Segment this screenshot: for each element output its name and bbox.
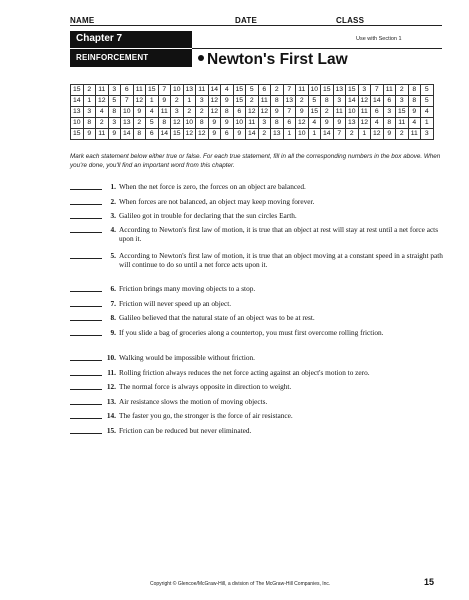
grid-cell[interactable]: 6 xyxy=(146,129,159,140)
grid-cell[interactable]: 6 xyxy=(371,107,384,118)
grid-cell[interactable]: 6 xyxy=(233,107,246,118)
grid-cell[interactable]: 9 xyxy=(383,129,396,140)
statement-text: According to Newton's first law of motion, it is true that an object at rest will stay at rest until a net force acts upon it. xyxy=(119,225,439,243)
grid-cell[interactable]: 9 xyxy=(296,107,309,118)
statement-number: 15. xyxy=(106,426,116,435)
grid-cell[interactable]: 12 xyxy=(196,129,209,140)
answer-blank[interactable] xyxy=(70,418,102,419)
grid-cell[interactable]: 2 xyxy=(321,107,334,118)
grid-cell[interactable]: 6 xyxy=(221,129,234,140)
grid-cell[interactable]: 9 xyxy=(83,129,96,140)
answer-blank[interactable] xyxy=(70,360,102,361)
grid-cell[interactable]: 2 xyxy=(346,129,359,140)
statement-number: 6. xyxy=(110,284,116,293)
grid-cell[interactable]: 5 xyxy=(146,118,159,129)
answer-blank[interactable] xyxy=(70,433,102,434)
statement-number: 4. xyxy=(110,225,116,234)
grid-cell[interactable]: 10 xyxy=(171,85,184,96)
grid-cell[interactable]: 4 xyxy=(146,107,159,118)
grid-cell[interactable]: 11 xyxy=(408,129,421,140)
grid-cell[interactable]: 15 xyxy=(71,129,84,140)
grid-cell[interactable]: 2 xyxy=(133,118,146,129)
chapter-label: Chapter 7 xyxy=(76,33,123,44)
statement-number: 10. xyxy=(106,353,116,362)
page-title-text: Newton's First Law xyxy=(207,51,348,68)
statement-number: 9. xyxy=(110,328,116,337)
grid-cell[interactable]: 12 xyxy=(96,96,109,107)
grid-cell[interactable]: 3 xyxy=(171,107,184,118)
grid-cell[interactable]: 12 xyxy=(258,107,271,118)
answer-blank[interactable] xyxy=(70,189,102,190)
statement-text: The normal force is always opposite in direction to weight. xyxy=(119,382,292,391)
answer-blank[interactable] xyxy=(70,335,102,336)
grid-cell[interactable]: 9 xyxy=(221,96,234,107)
grid-cell[interactable]: 9 xyxy=(108,129,121,140)
grid-cell[interactable]: 15 xyxy=(346,85,359,96)
grid-cell[interactable]: 8 xyxy=(83,118,96,129)
grid-cell[interactable]: 12 xyxy=(358,118,371,129)
grid-cell[interactable]: 13 xyxy=(183,85,196,96)
grid-cell[interactable]: 1 xyxy=(146,96,159,107)
grid-cell[interactable]: 5 xyxy=(308,96,321,107)
statement-text: Galileo got in trouble for declaring that the sun circles Earth. xyxy=(119,211,297,220)
grid-cell[interactable]: 7 xyxy=(371,85,384,96)
section-label: REINFORCEMENT xyxy=(76,53,149,62)
grid-cell[interactable]: 7 xyxy=(283,107,296,118)
grid-cell[interactable]: 14 xyxy=(321,129,334,140)
use-with-note: Use with Section 1 xyxy=(356,36,402,42)
grid-cell[interactable]: 1 xyxy=(183,96,196,107)
grid-cell[interactable]: 10 xyxy=(346,107,359,118)
grid-cell[interactable]: 2 xyxy=(246,96,259,107)
grid-cell[interactable]: 12 xyxy=(371,129,384,140)
grid-cell[interactable]: 7 xyxy=(283,85,296,96)
statement-number: 1. xyxy=(110,182,116,191)
grid-cell[interactable]: 1 xyxy=(83,96,96,107)
grid-cell[interactable]: 12 xyxy=(246,107,259,118)
grid-cell[interactable]: 5 xyxy=(108,96,121,107)
grid-cell[interactable]: 12 xyxy=(296,118,309,129)
grid-cell[interactable]: 1 xyxy=(283,129,296,140)
grid-cell[interactable]: 13 xyxy=(71,107,84,118)
grid-cell[interactable]: 9 xyxy=(221,118,234,129)
grid-cell[interactable]: 8 xyxy=(133,129,146,140)
grid-row xyxy=(71,96,434,107)
grid-cell[interactable]: 9 xyxy=(208,118,221,129)
grid-row xyxy=(71,129,434,140)
grid-cell[interactable]: 15 xyxy=(321,85,334,96)
answer-blank[interactable] xyxy=(70,218,102,219)
grid-cell[interactable]: 5 xyxy=(421,85,434,96)
grid-cell[interactable]: 2 xyxy=(396,129,409,140)
grid-cell[interactable]: 11 xyxy=(396,118,409,129)
grid-cell[interactable]: 14 xyxy=(208,85,221,96)
statement-number: 12. xyxy=(106,382,116,391)
number-grid xyxy=(70,84,434,140)
statement-number: 13. xyxy=(106,397,116,406)
grid-cell[interactable]: 3 xyxy=(383,107,396,118)
grid-cell[interactable]: 11 xyxy=(296,85,309,96)
grid-cell[interactable]: 6 xyxy=(258,85,271,96)
statement-text: Galileo believed that the natural state of an object was to be at rest. xyxy=(119,313,315,322)
grid-cell[interactable]: 15 xyxy=(146,85,159,96)
answer-blank[interactable] xyxy=(70,375,102,376)
grid-cell[interactable]: 4 xyxy=(421,107,434,118)
statement-text: Rolling friction always reduces the net force acting against an object's motion to zero. xyxy=(119,368,370,377)
grid-cell[interactable]: 11 xyxy=(383,85,396,96)
page-number: 15 xyxy=(424,577,435,587)
grid-cell[interactable]: 8 xyxy=(108,107,121,118)
grid-row xyxy=(71,118,434,129)
grid-cell[interactable]: 1 xyxy=(308,129,321,140)
grid-cell[interactable]: 13 xyxy=(271,129,284,140)
grid-cell[interactable]: 7 xyxy=(158,85,171,96)
grid-cell[interactable]: 3 xyxy=(396,96,409,107)
date-label: DATE xyxy=(235,16,257,25)
grid-cell[interactable]: 2 xyxy=(196,107,209,118)
grid-cell[interactable]: 6 xyxy=(283,118,296,129)
grid-cell[interactable]: 2 xyxy=(171,96,184,107)
grid-cell[interactable]: 11 xyxy=(158,107,171,118)
statement-number: 8. xyxy=(110,313,116,322)
grid-cell[interactable]: 10 xyxy=(121,107,134,118)
grid-cell[interactable]: 3 xyxy=(333,96,346,107)
grid-cell[interactable]: 8 xyxy=(408,96,421,107)
grid-cell[interactable]: 4 xyxy=(96,107,109,118)
grid-cell[interactable]: 14 xyxy=(346,96,359,107)
grid-cell[interactable]: 7 xyxy=(333,129,346,140)
grid-cell[interactable]: 11 xyxy=(196,85,209,96)
grid-cell[interactable]: 3 xyxy=(358,85,371,96)
class-label: CLASS xyxy=(336,16,365,25)
grid-cell[interactable]: 2 xyxy=(96,118,109,129)
statement-text: Walking would be impossible without friction. xyxy=(119,353,256,362)
grid-cell[interactable]: 14 xyxy=(371,96,384,107)
grid-cell[interactable]: 8 xyxy=(271,118,284,129)
grid-cell[interactable]: 9 xyxy=(333,118,346,129)
instructions: Mark each statement below either true or false. For each true statement, fill in all the corresponding numbers in the box above. When you're done, you'll find an important word from this chapter. xyxy=(70,153,441,169)
statement-text: If you slide a bag of groceries along a countertop, you must first overcome rolling friction. xyxy=(119,328,384,337)
grid-cell[interactable]: 10 xyxy=(308,85,321,96)
grid-cell[interactable]: 3 xyxy=(108,85,121,96)
title-rule xyxy=(192,48,442,49)
statement-text: According to Newton's first law of motion, it is true that an object moving at a constant speed in a straight path will continue to do so until a net force acts upon it. xyxy=(119,251,443,269)
statement-text: The faster you go, the stronger is the force of air resistance. xyxy=(119,411,293,420)
grid-cell[interactable]: 3 xyxy=(108,118,121,129)
grid-cell[interactable]: 8 xyxy=(221,107,234,118)
grid-cell[interactable]: 3 xyxy=(258,118,271,129)
grid-cell[interactable]: 10 xyxy=(233,118,246,129)
grid-cell[interactable]: 5 xyxy=(246,85,259,96)
statement-text: Friction brings many moving objects to a stop. xyxy=(119,284,256,293)
grid-cell[interactable]: 9 xyxy=(271,107,284,118)
grid-cell[interactable]: 9 xyxy=(158,96,171,107)
grid-cell[interactable]: 12 xyxy=(358,96,371,107)
grid-cell[interactable]: 8 xyxy=(408,85,421,96)
grid-cell[interactable]: 11 xyxy=(258,96,271,107)
grid-cell[interactable]: 11 xyxy=(358,107,371,118)
grid-cell[interactable]: 3 xyxy=(83,107,96,118)
grid-cell[interactable]: 14 xyxy=(246,129,259,140)
page-title xyxy=(198,51,348,69)
grid-cell[interactable]: 15 xyxy=(171,129,184,140)
statement-number: 14. xyxy=(106,411,116,420)
grid-cell[interactable]: 4 xyxy=(221,85,234,96)
grid-cell[interactable]: 4 xyxy=(308,118,321,129)
grid-cell[interactable]: 2 xyxy=(83,85,96,96)
grid-cell[interactable]: 15 xyxy=(396,107,409,118)
grid-cell[interactable]: 11 xyxy=(246,118,259,129)
grid-cell[interactable]: 12 xyxy=(133,96,146,107)
statement-number: 3. xyxy=(110,211,116,220)
statement-number: 5. xyxy=(110,251,116,260)
grid-cell[interactable]: 10 xyxy=(183,118,196,129)
grid-cell[interactable]: 11 xyxy=(333,107,346,118)
section-box xyxy=(70,49,192,67)
answer-blank[interactable] xyxy=(70,291,102,292)
name-label: NAME xyxy=(70,16,95,25)
grid-cell[interactable]: 14 xyxy=(121,129,134,140)
statement-text: Air resistance slows the motion of moving objects. xyxy=(119,397,268,406)
answer-blank[interactable] xyxy=(70,320,102,321)
grid-cell[interactable]: 1 xyxy=(358,129,371,140)
grid-cell[interactable]: 3 xyxy=(196,96,209,107)
grid-cell[interactable]: 8 xyxy=(158,118,171,129)
grid-cell[interactable]: 8 xyxy=(271,96,284,107)
grid-cell[interactable]: 9 xyxy=(408,107,421,118)
grid-cell[interactable]: 12 xyxy=(183,129,196,140)
statement-text: When the net force is zero, the forces on an object are balanced. xyxy=(119,182,306,191)
grid-cell[interactable]: 14 xyxy=(158,129,171,140)
answer-blank[interactable] xyxy=(70,258,102,259)
grid-cell[interactable]: 15 xyxy=(308,107,321,118)
header-rule xyxy=(70,25,442,26)
grid-cell[interactable]: 6 xyxy=(121,85,134,96)
grid-cell[interactable]: 9 xyxy=(133,107,146,118)
grid-cell[interactable]: 13 xyxy=(346,118,359,129)
grid-cell[interactable]: 12 xyxy=(171,118,184,129)
grid-cell[interactable]: 8 xyxy=(321,96,334,107)
answer-blank[interactable] xyxy=(70,232,102,233)
grid-cell[interactable]: 4 xyxy=(371,118,384,129)
grid-cell[interactable]: 3 xyxy=(421,129,434,140)
grid-cell[interactable]: 10 xyxy=(71,118,84,129)
copyright-footer: Copyright © Glencoe/McGraw-Hill, a division of The McGraw-Hill Companies, Inc. xyxy=(150,581,331,587)
grid-cell[interactable]: 12 xyxy=(208,107,221,118)
statement-text: When forces are not balanced, an object may keep moving forever. xyxy=(119,197,315,206)
statement-number: 2. xyxy=(110,197,116,206)
statement-text: Friction can be reduced but never eliminated. xyxy=(119,426,252,435)
grid-cell[interactable]: 2 xyxy=(258,129,271,140)
grid-cell[interactable]: 11 xyxy=(96,129,109,140)
grid-row xyxy=(71,85,434,96)
answer-blank[interactable] xyxy=(70,306,102,307)
grid-cell[interactable]: 9 xyxy=(321,118,334,129)
grid-cell[interactable]: 2 xyxy=(271,85,284,96)
grid-cell[interactable]: 8 xyxy=(383,118,396,129)
statement-number: 7. xyxy=(110,299,116,308)
bullet-icon xyxy=(198,55,204,61)
answer-blank[interactable] xyxy=(70,389,102,390)
answer-blank[interactable] xyxy=(70,204,102,205)
statement-number: 11. xyxy=(107,368,116,377)
answer-blank[interactable] xyxy=(70,404,102,405)
grid-cell[interactable]: 9 xyxy=(233,129,246,140)
grid-cell[interactable]: 14 xyxy=(71,96,84,107)
grid-cell[interactable]: 8 xyxy=(196,118,209,129)
grid-cell[interactable]: 1 xyxy=(421,118,434,129)
grid-cell[interactable]: 13 xyxy=(333,85,346,96)
grid-cell[interactable]: 10 xyxy=(296,129,309,140)
grid-cell[interactable]: 11 xyxy=(96,85,109,96)
grid-cell[interactable]: 5 xyxy=(421,96,434,107)
grid-cell[interactable]: 13 xyxy=(121,118,134,129)
grid-cell[interactable]: 15 xyxy=(71,85,84,96)
grid-cell[interactable]: 2 xyxy=(396,85,409,96)
grid-cell[interactable]: 11 xyxy=(133,85,146,96)
grid-cell[interactable]: 4 xyxy=(408,118,421,129)
grid-cell[interactable]: 12 xyxy=(208,96,221,107)
grid-cell[interactable]: 2 xyxy=(183,107,196,118)
chapter-box xyxy=(70,31,192,48)
grid-cell[interactable]: 13 xyxy=(283,96,296,107)
grid-cell[interactable]: 9 xyxy=(208,129,221,140)
grid-cell[interactable]: 7 xyxy=(121,96,134,107)
grid-row xyxy=(71,107,434,118)
grid-cell[interactable]: 15 xyxy=(233,96,246,107)
grid-cell[interactable]: 6 xyxy=(383,96,396,107)
grid-cell[interactable]: 15 xyxy=(233,85,246,96)
grid-cell[interactable]: 2 xyxy=(296,96,309,107)
statement-text: Friction will never speed up an object. xyxy=(119,299,232,308)
